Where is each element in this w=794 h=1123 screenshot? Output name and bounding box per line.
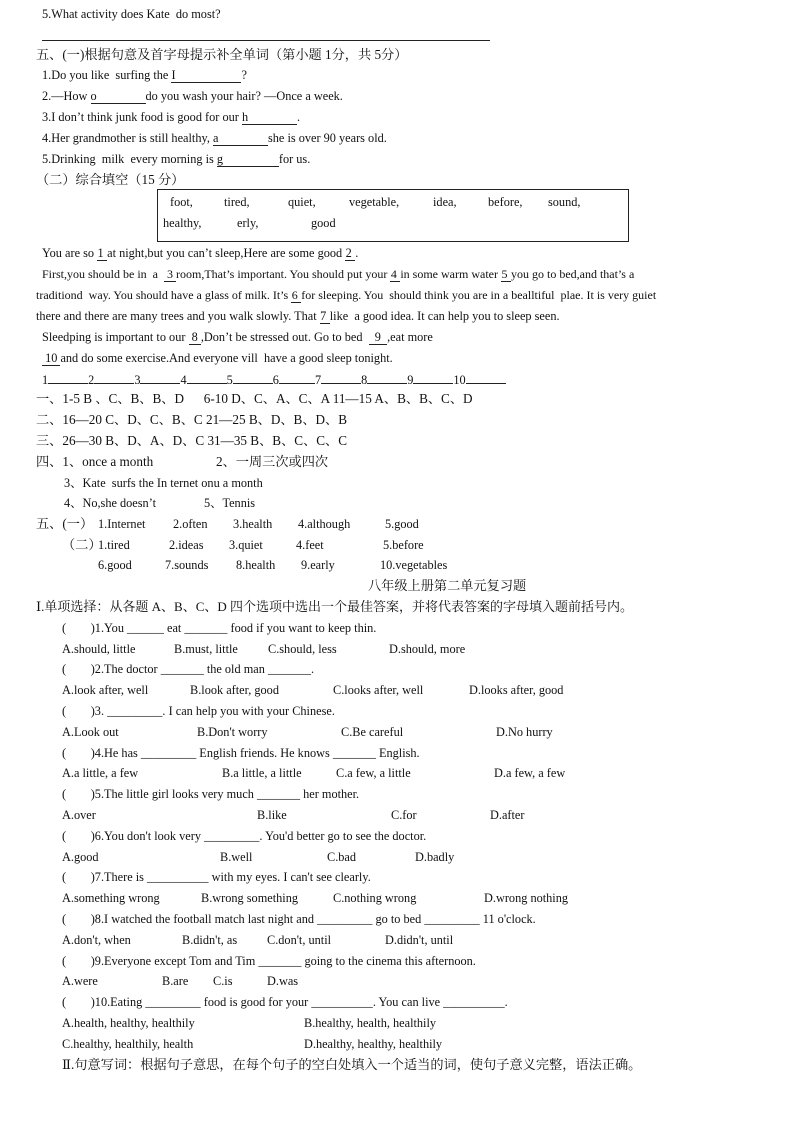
fill-question-4: 4.Her grandmother is still healthy, a she is over 90 years old. [42, 131, 387, 145]
answer-key-5-item: 1.tired [98, 538, 130, 552]
answer-key-5-item: 4.although [298, 517, 351, 531]
mc-option: D.a few, a few [494, 766, 566, 780]
mc-option: B.Don't worry [197, 725, 268, 739]
passage-line-6: 10 and do some exercise.And everyone vill have a good sleep tonight. [42, 351, 393, 365]
part-2-heading: （二）综合填空（15 分） [36, 172, 185, 187]
answer-key-5-label2: （二） [62, 537, 102, 552]
mc-option: B.like [257, 808, 287, 822]
word-bank-word: erly, [237, 216, 259, 230]
section-5-heading: 五、(一)根据句意及首字母提示补全单词（第小题 1分，共 5分） [36, 47, 408, 62]
mc-option: B.healthy, health, healthily [304, 1016, 437, 1030]
answer-key-5-item: 5.before [383, 538, 424, 552]
mc-option: B.didn't, as [182, 933, 238, 947]
answer-key-5-label: 五、(一） [36, 516, 94, 531]
mc-question: ( )6.You don't look very _________. You'd better go to see the doctor. [62, 829, 427, 843]
word-bank-word: sound, [548, 195, 581, 209]
answer-key-5-item: 5.good [385, 517, 419, 531]
word-bank-word: healthy, [163, 216, 202, 230]
answer-key-5-item: 10.vegetables [380, 558, 448, 572]
mc-option: D.healthy, healthy, healthily [304, 1037, 443, 1051]
passage-line-1: You are so 1 at night,but you can’t sleep,Here are some good 2 . [42, 246, 359, 260]
mc-option: B.look after, good [190, 683, 279, 697]
mc-question: ( )7.There is __________ with my eyes. I can't see clearly. [62, 870, 371, 884]
mc-question: ( )1.You ______ eat _______ food if you want to keep thin. [62, 621, 377, 635]
passage-line-5: Sleedping is important to our 8 ,Don’t be stressed out. Go to bed 9 ,eat more [42, 330, 433, 344]
mc-option: C.a few, a little [336, 766, 411, 780]
unit-2-title: 八年级上册第二单元复习题 [368, 578, 527, 593]
answer-key-5-item: 9.early [301, 558, 335, 572]
answer-key-4: 四、1、once a month [36, 454, 154, 469]
section-2-heading: Ⅱ.句意写词：根据句子意思，在每个句子的空白处填入一个适当的词，使句子意义完整，语法正确。 [62, 1057, 642, 1072]
word-bank-word: good [311, 216, 336, 230]
mc-option: B.well [220, 850, 253, 864]
answer-key-5-item: 3.quiet [229, 538, 263, 552]
mc-question: ( )10.Eating _________ food is good for your __________. You can live __________. [62, 995, 508, 1009]
mc-option: A.good [62, 850, 99, 864]
fill-question-2: 2.—How o do you wash your hair? —Once a week. [42, 89, 343, 103]
word-bank-word: before, [488, 195, 523, 209]
fill-question-5: 5.Drinking milk every morning is g for us. [42, 152, 311, 166]
mc-option: A.were [62, 974, 98, 988]
mc-question: ( )9.Everyone except Tom and Tim _______ going to the cinema this afternoon. [62, 954, 476, 968]
mc-option: C.for [391, 808, 417, 822]
mc-option: D.should, more [389, 642, 466, 656]
mc-option: D.didn't, until [385, 933, 454, 947]
answer-key-4c: 3、Kate surfs the In ternet onu a month [64, 476, 263, 490]
mc-option: C.bad [327, 850, 357, 864]
answer-key-5-item: 2.ideas [169, 538, 204, 552]
mc-option: B.are [162, 974, 189, 988]
answer-key-5-item: 2.often [173, 517, 208, 531]
mc-option: C.is [213, 974, 233, 988]
mc-option: D.after [490, 808, 525, 822]
section-1-heading: Ⅰ.单项选择：从各题 A、B、C、D 四个选项中选出一个最佳答案，并将代表答案的字母填入题前括号内。 [36, 599, 634, 614]
answer-key-5-item: 1.Internet [98, 517, 146, 531]
mc-option: D.wrong nothing [484, 891, 569, 905]
mc-question: ( )4.He has _________ English friends. He knows _______ English. [62, 746, 420, 760]
mc-option: B.must, little [174, 642, 238, 656]
answer-key-2: 二、16—20 C、D、C、B、C 21—25 B、D、B、D、B [36, 412, 348, 427]
mc-option: D.badly [415, 850, 455, 864]
mc-option: B.wrong something [201, 891, 299, 905]
mc-option: A.over [62, 808, 96, 822]
word-bank-word: foot, [170, 195, 193, 209]
word-bank-word: idea, [433, 195, 457, 209]
mc-question: ( )8.I watched the football match last night and _________ go to bed _________ 11 o'clock. [62, 912, 536, 926]
answer-key-5-item: 3.health [233, 517, 273, 531]
mc-option: D.looks after, good [469, 683, 564, 697]
mc-option: A.health, healthy, healthily [62, 1016, 195, 1030]
mc-option: C.Be careful [341, 725, 404, 739]
mc-option: C.don't, until [267, 933, 332, 947]
passage-line-3: traditiond way. You should have a glass of milk. It’s 6 for sleeping. You should think you are in a bealltiful plae. It is very guiet [36, 288, 657, 302]
answer-blanks-row: 1 2 3 4 5 6 7 8 9 10 [42, 371, 506, 388]
answer-key-5-item: 8.health [236, 558, 276, 572]
passage-line-4: there and there are many trees and you walk slowly. That 7 like a good idea. It can help you to sleep seen. [36, 309, 560, 323]
fill-question-1: 1.Do you like surfing the I ? [42, 68, 247, 82]
mc-option: A.don't, when [62, 933, 131, 947]
mc-option: C.looks after, well [333, 683, 424, 697]
mc-option: A.Look out [62, 725, 119, 739]
mc-question: ( )5.The little girl looks very much _______ her mother. [62, 787, 360, 801]
fill-question-3: 3.I don’t think junk food is good for our h . [42, 110, 301, 124]
mc-option: B.a little, a little [222, 766, 302, 780]
mc-option: C.nothing wrong [333, 891, 417, 905]
mc-option: C.healthy, healthily, health [62, 1037, 194, 1051]
answer-key-4e: 5、Tennis [204, 496, 256, 510]
word-bank-word: quiet, [288, 195, 316, 209]
mc-option: D.No hurry [496, 725, 553, 739]
word-bank-word: tired, [224, 195, 250, 209]
passage-line-2: First,you should be in a 3 room,That’s important. You should put your 4 in some warm water 5 you go to bed,and that’s a [42, 267, 635, 281]
mc-option: A.something wrong [62, 891, 160, 905]
word-bank-word: vegetable, [349, 195, 400, 209]
mc-option: A.should, little [62, 642, 136, 656]
mc-question: ( )3. _________. I can help you with your Chinese. [62, 704, 335, 718]
answer-key-4d: 4、No,she doesn’t [64, 496, 156, 510]
mc-option: A.look after, well [62, 683, 149, 697]
question-5-top: 5.What activity does Kate do most? [42, 7, 221, 21]
answer-key-1: 一、1-5 B 、C、B、B、D 6-10 D、C、A、C、A 11—15 A、B、B、C、D [36, 391, 473, 406]
answer-key-5-item: 6.good [98, 558, 132, 572]
answer-key-5-item: 4.feet [296, 538, 324, 552]
mc-option: A.a little, a few [62, 766, 139, 780]
answer-line [42, 40, 490, 41]
mc-question: ( )2.The doctor _______ the old man _______. [62, 662, 315, 676]
mc-option: C.should, less [268, 642, 337, 656]
answer-key-4b: 2、一周三次或四次 [216, 454, 329, 469]
answer-key-3: 三、26—30 B、D、A、D、C 31—35 B、B、C、C、C [36, 433, 348, 448]
answer-key-5-item: 7.sounds [165, 558, 209, 572]
mc-option: D.was [267, 974, 299, 988]
